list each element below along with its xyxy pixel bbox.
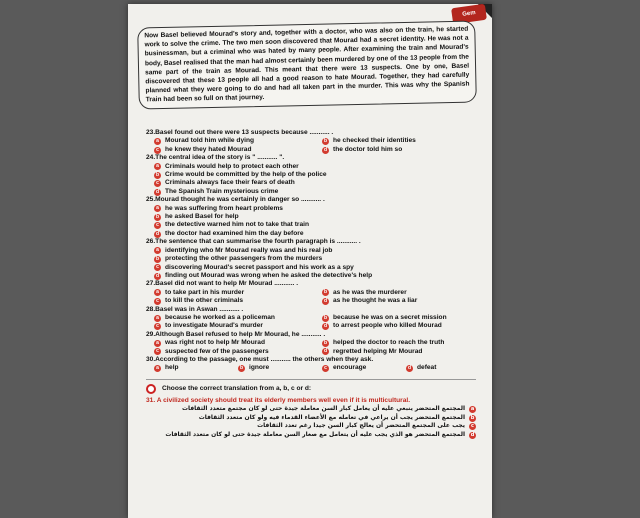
answer-option[interactable] xyxy=(146,255,476,263)
answer-option[interactable] xyxy=(146,230,476,238)
questions-section xyxy=(146,129,476,440)
answer-option[interactable] xyxy=(314,314,476,322)
option-text: identifying who Mr Mourad really was and his real job xyxy=(165,246,333,254)
option-letter-icon: b xyxy=(155,171,160,178)
option-letter-icon: d xyxy=(470,431,475,438)
option-letter-icon: c xyxy=(322,365,329,372)
option-text: Crime would be committed by the help of the police xyxy=(165,171,327,179)
option-text: يجب على المجتمع المتحضر أن يعالج كبار السن جيدا رغم تعدد الثقافات xyxy=(257,422,465,430)
question-stem: 29.Although Basel refused to help Mr Mourad, he ........... . xyxy=(146,330,326,338)
worksheet-page xyxy=(128,4,492,518)
option-text: was right not to help Mr Mourad xyxy=(165,339,266,347)
option-letter-icon: d xyxy=(323,323,328,330)
option-text: as he was the murderer xyxy=(333,288,407,296)
option-text: the detective warned him not to take that train xyxy=(165,221,309,229)
option-text: المجتمع المتحضر يجب أن يراعي في تعامله مع الأعضاء القدماء فيه ولو كان متعدد الثقافات xyxy=(198,413,465,421)
option-letter-icon: a xyxy=(154,247,161,254)
options-grid xyxy=(146,364,476,372)
option-letter-icon: a xyxy=(154,205,161,212)
option-text: المجتمع المتحضر ينبغي عليه أن يعامل كبار السن معاملة جيدة حتى لو كان مجتمع متعدد الثقافات xyxy=(181,405,465,413)
option-letter-icon: b xyxy=(155,213,160,220)
answer-option[interactable] xyxy=(146,137,308,145)
question-block xyxy=(146,196,476,238)
option-text: the doctor told him so xyxy=(333,145,403,153)
option-letter-icon: b xyxy=(323,289,328,296)
option-text: he knew they hated Mourad xyxy=(165,145,252,153)
reading-passage: Now Basel believed Mourad's story and, together with a doctor, who was also on the train, he started work to solve the crime. The two men soon discovered that Mourad had a secret identity. He was not a businessman, but a criminal who was hated by many people. After examining the train and Mourad's body, Basel realised that the man had almost certainly been murdered by one of the 13 people from the same part of the train as Mourad. This meant that there were 13 suspects. One by one, Basel discovered that these 13 people all had a good reason to hate Mourad. Together, they had carefully planned what they were going to do and had all taken part in the murder. This was why the Spanish Train had been so full on that journey. xyxy=(137,20,477,109)
option-letter-icon: d xyxy=(407,365,412,372)
option-text: because he was on a secret mission xyxy=(333,313,447,321)
answer-option[interactable] xyxy=(146,179,476,187)
option-letter-icon: c xyxy=(154,348,161,355)
option-letter-icon: c xyxy=(154,323,161,330)
option-letter-icon: c xyxy=(154,147,161,154)
option-text: because he worked as a policeman xyxy=(165,313,275,321)
option-letter-icon: d xyxy=(323,297,328,304)
option-text: help xyxy=(165,364,179,372)
answer-option[interactable] xyxy=(146,272,476,280)
question-stem-31: 31. A civilized society should treat its elderly members well even if it is multicultural. xyxy=(146,396,411,404)
option-text: protecting the other passengers from the murders xyxy=(165,255,323,263)
section-header-text: Choose the correct translation from a, b, c or d: xyxy=(162,385,312,393)
translation-option[interactable] xyxy=(146,405,476,414)
answer-option[interactable] xyxy=(146,339,308,347)
answer-option[interactable] xyxy=(146,348,308,356)
option-text: helped the doctor to reach the truth xyxy=(333,339,445,347)
question-stem: 30.According to the passage, one must ........... the others when they ask. xyxy=(146,355,374,363)
answer-option[interactable] xyxy=(146,205,476,213)
answer-option[interactable] xyxy=(146,264,476,272)
option-letter-icon: a xyxy=(154,315,161,322)
question-block xyxy=(146,356,476,373)
option-letter-icon: a xyxy=(154,138,161,145)
option-text: encourage xyxy=(333,364,367,372)
answer-option[interactable] xyxy=(146,163,476,171)
option-text: he checked their identities xyxy=(333,137,416,145)
option-letter-icon: b xyxy=(470,414,475,421)
question-block xyxy=(146,306,476,331)
answer-option[interactable] xyxy=(314,137,476,145)
option-letter-icon: c xyxy=(154,298,161,305)
answer-option[interactable] xyxy=(146,221,476,229)
answer-option[interactable] xyxy=(146,322,308,330)
question-block xyxy=(146,129,476,154)
answer-option[interactable] xyxy=(146,364,224,372)
option-text: as he thought he was a liar xyxy=(333,297,418,305)
option-letter-icon: d xyxy=(155,272,160,279)
answer-option[interactable] xyxy=(314,348,476,356)
options-grid xyxy=(146,314,476,331)
option-text: to investigate Mourad's murder xyxy=(165,322,263,330)
option-letter-icon: a xyxy=(154,340,161,347)
option-letter-icon: d xyxy=(323,146,328,153)
option-text: to take part in his murder xyxy=(165,288,245,296)
option-text: finding out Mourad was wrong when he asked the detective's help xyxy=(165,271,373,279)
option-text: suspected few of the passengers xyxy=(165,347,269,355)
options-grid xyxy=(146,289,476,306)
option-text: Mourad told him while dying xyxy=(165,137,255,145)
answer-option[interactable] xyxy=(230,364,308,372)
option-letter-icon: b xyxy=(323,339,328,346)
option-text: discovering Mourad's secret passport and his work as a spy xyxy=(165,263,354,271)
option-letter-icon: b xyxy=(323,138,328,145)
answer-option[interactable] xyxy=(146,314,308,322)
option-letter-icon: a xyxy=(154,163,161,170)
answer-option[interactable] xyxy=(314,364,392,372)
options-grid xyxy=(146,137,476,154)
option-letter-icon: a xyxy=(154,289,161,296)
option-text: Criminals always face their fears of death xyxy=(165,179,295,187)
target-icon xyxy=(146,384,156,394)
option-letter-icon: c xyxy=(154,180,161,187)
option-letter-icon: b xyxy=(155,255,160,262)
answer-option[interactable] xyxy=(146,297,308,305)
answer-option[interactable] xyxy=(146,171,476,179)
option-letter-icon: a xyxy=(154,365,161,372)
answer-option[interactable] xyxy=(146,188,476,196)
option-letter-icon: d xyxy=(323,348,328,355)
answer-option[interactable] xyxy=(314,289,476,297)
question-block xyxy=(146,331,476,356)
option-text: to arrest people who killed Mourad xyxy=(333,322,442,330)
answer-option[interactable] xyxy=(314,322,476,330)
question-stem: 28.Basel was in Aswan ........... . xyxy=(146,305,244,313)
question-block xyxy=(146,280,476,305)
option-text: The Spanish Train mysterious crime xyxy=(165,187,279,195)
option-letter-icon: b xyxy=(239,365,244,372)
question-block xyxy=(146,238,476,280)
option-letter-icon: d xyxy=(155,188,160,195)
translation-option[interactable] xyxy=(146,431,476,440)
answer-option[interactable] xyxy=(146,146,308,154)
question-block xyxy=(146,154,476,196)
question-stem: 24.The central idea of the story is " ........... ". xyxy=(146,154,285,162)
option-text: ignore xyxy=(249,364,270,372)
option-text: regretted helping Mr Mourad xyxy=(333,347,423,355)
option-text: he asked Basel for help xyxy=(165,213,239,221)
answer-option[interactable] xyxy=(314,146,476,154)
question-stem: 26.The sentence that can summarise the fourth paragraph is ........... . xyxy=(146,238,361,246)
option-text: defeat xyxy=(417,364,437,372)
option-text: Criminals would help to protect each other xyxy=(165,162,299,170)
option-text: المجتمع المتحضر هو الذي يجب عليه أن يتعامل مع صغار السن معاملة جيدة حتى لو كان متعدد الثقافات xyxy=(165,430,465,438)
translation-option[interactable] xyxy=(146,422,476,431)
option-letter-icon: a xyxy=(470,405,475,412)
option-letter-icon: c xyxy=(154,264,161,271)
section-header xyxy=(146,379,476,394)
option-letter-icon: d xyxy=(155,230,160,237)
option-letter-icon: c xyxy=(469,423,476,430)
option-text: the doctor had examined him the day before xyxy=(165,229,304,237)
answer-option[interactable] xyxy=(146,213,476,221)
option-text: to kill the other criminals xyxy=(165,297,244,305)
answer-option[interactable] xyxy=(314,339,476,347)
answer-option[interactable] xyxy=(314,297,476,305)
options-grid xyxy=(146,339,476,356)
question-stem: 23.Basel found out there were 13 suspects because ........... . xyxy=(146,129,334,136)
answer-option[interactable] xyxy=(398,364,476,372)
question-stem: 25.Mourad thought he was certainly in danger so ........... . xyxy=(146,196,325,204)
answer-option[interactable] xyxy=(146,247,476,255)
publisher-logo: Gem xyxy=(451,4,487,24)
question-stem: 27.Basel did not want to help Mr Mourad ........... . xyxy=(146,280,299,288)
option-text: he was suffering from heart problems xyxy=(165,204,283,212)
option-letter-icon: c xyxy=(154,222,161,229)
option-letter-icon: b xyxy=(323,314,328,321)
answer-option[interactable] xyxy=(146,289,308,297)
